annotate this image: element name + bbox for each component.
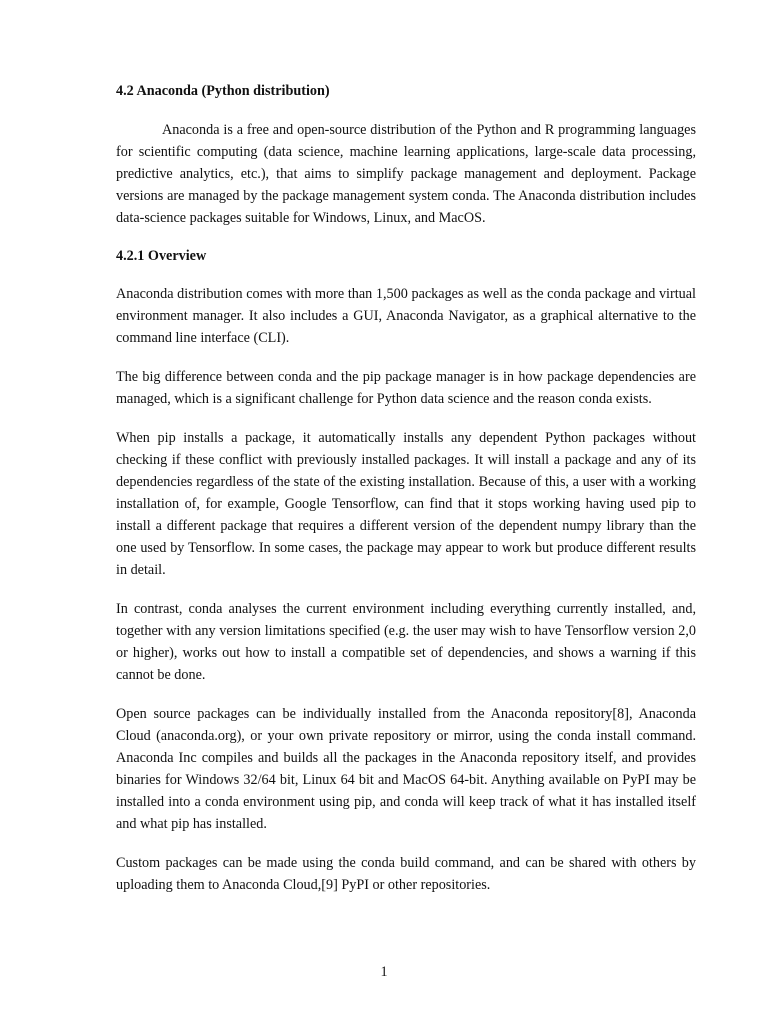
- paragraph: Open source packages can be individually installed from the Anaconda repository[8], Anaconda Cloud (anaconda.org), or your own private repository or mirror, using the conda install command. Anaconda Inc compiles and builds all the packages in the Anaconda repository itself, and provides binaries for Windows 32/64 bit, Linux 64 bit and MacOS 64-bit. Anything available on PyPI may be installed into a conda environment using pip, and conda will keep track of what it has installed itself and what pip has installed.: [116, 706, 696, 832]
- paragraph: The big difference between conda and the pip package manager is in how package dependencies are managed, which is a significant challenge for Python data science and the reason conda exists.: [116, 369, 696, 407]
- paragraph: Custom packages can be made using the conda build command, and can be shared with others by uploading them to Anaconda Cloud,[9] PyPI or other repositories.: [116, 855, 696, 893]
- paragraph: Anaconda distribution comes with more than 1,500 packages as well as the conda package and virtual environment manager. It also includes a GUI, Anaconda Navigator, as a graphical alternative to the command line interface (CLI).: [116, 286, 696, 346]
- subsection-heading: 4.2.1 Overview: [116, 248, 207, 264]
- paragraph: In contrast, conda analyses the current environment including everything currently installed, and, together with any version limitations specified (e.g. the user may wish to have Tensorflow version 2,0 or higher), works out how to install a compatible set of dependencies, and shows a warning if this cannot be done.: [116, 601, 696, 683]
- section-heading: 4.2 Anaconda (Python distribution): [116, 83, 330, 99]
- intro-paragraph: Anaconda is a free and open-source distribution of the Python and R programming languages for scientific computing (data science, machine learning applications, large-scale data processing, predictive analytics, etc.), that aims to simplify package management and deployment. Package versions are managed by the package management system conda. The Anaconda distribution includes data-science packages suitable for Windows, Linux, and MacOS.: [116, 122, 696, 226]
- page-content: [116, 81, 696, 896]
- paragraph: When pip installs a package, it automatically installs any dependent Python packages without checking if these conflict with previously installed packages. It will install a package and any of its dependencies regardless of the state of the existing installation. Because of this, a user with a working installation of, for example, Google Tensorflow, can find that it stops working having used pip to install a different package that requires a different version of the dependent numpy library than the one used by Tensorflow. In some cases, the package may appear to work but produce different results in detail.: [116, 430, 696, 578]
- page-number: 1: [380, 964, 388, 980]
